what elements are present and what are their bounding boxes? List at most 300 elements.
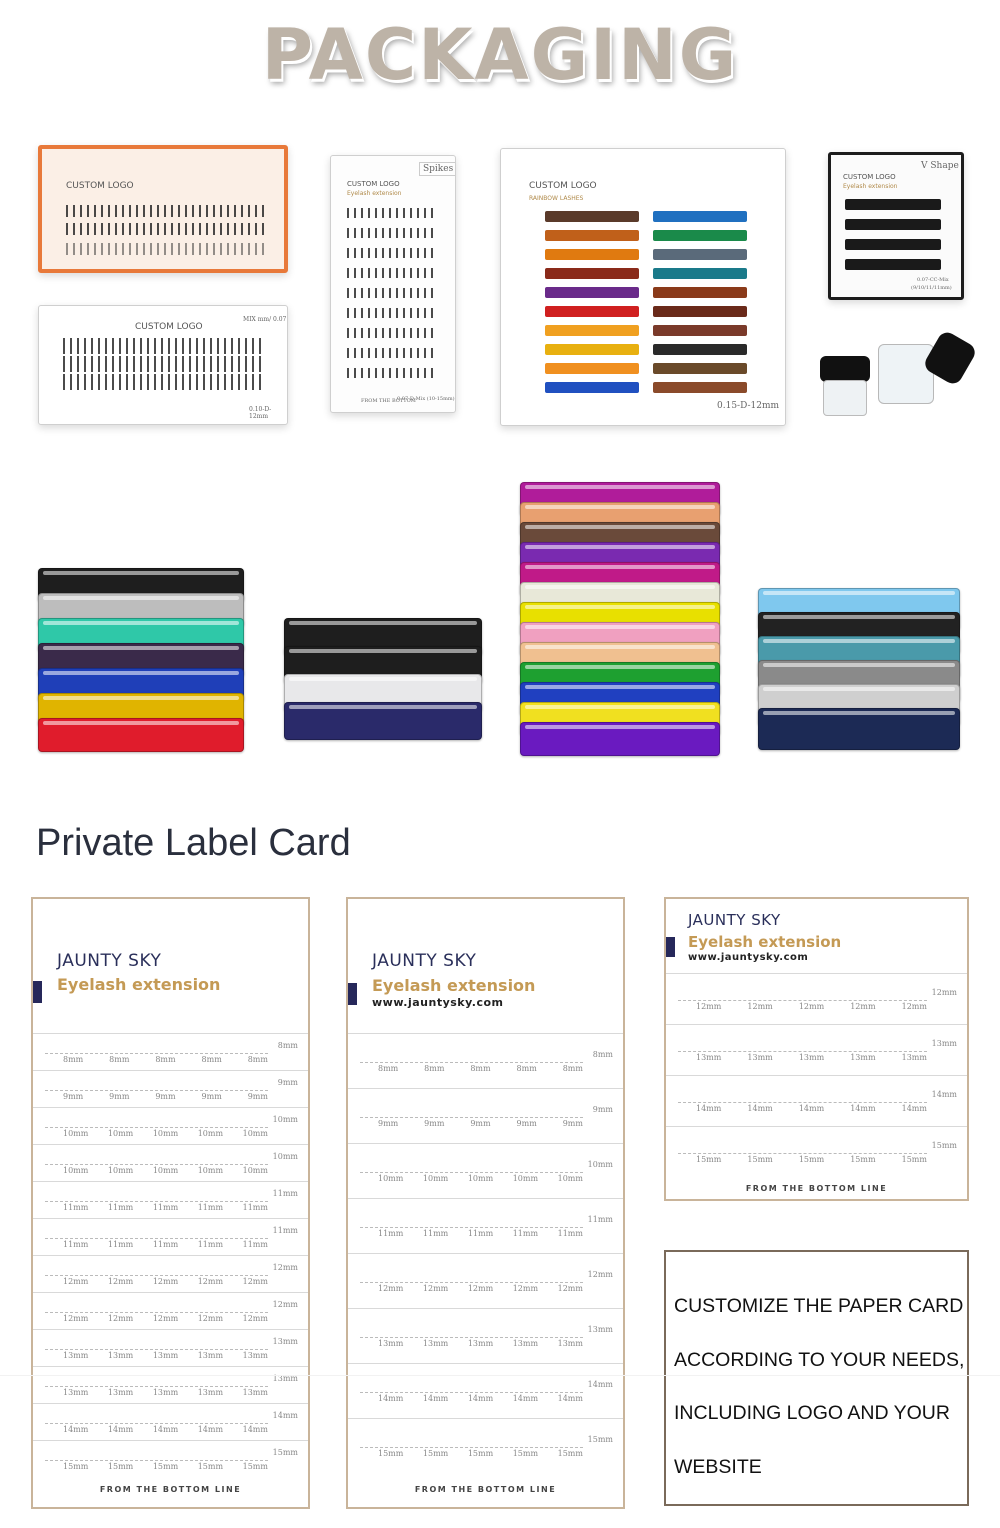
length-cell: 8mm (247, 1055, 268, 1064)
brand-mark (348, 983, 357, 1005)
length-cell: 12mm (242, 1277, 268, 1286)
cut-line (678, 1000, 927, 1001)
length-cells (63, 1129, 268, 1138)
lash-row (845, 199, 941, 210)
length-cell: 11mm (152, 1240, 179, 1249)
length-cell: 14mm (696, 1104, 722, 1113)
length-row (348, 1363, 623, 1418)
length-cell: 9mm (109, 1092, 130, 1101)
length-cell: 12mm (107, 1277, 134, 1286)
lash-row (653, 325, 747, 336)
length-cell: 14mm (63, 1425, 89, 1434)
length-cell: 13mm (242, 1388, 268, 1397)
length-cell: 14mm (197, 1425, 224, 1434)
lash-row (63, 356, 263, 372)
length-row (33, 1403, 308, 1440)
length-cell: 14mm (850, 1104, 876, 1113)
lash-case (38, 718, 244, 752)
tray-footer: FROM THE BOTTOM (361, 398, 416, 404)
section-title: Private Label Card (36, 822, 351, 864)
length-cells (63, 1055, 268, 1064)
length-cells (696, 1104, 927, 1113)
length-row (33, 1144, 308, 1181)
case-stack-1 (38, 568, 244, 774)
length-cell: 15mm (378, 1449, 404, 1458)
length-row (33, 1329, 308, 1366)
tray-sub-label: Eyelash extension (843, 183, 898, 190)
cut-line (360, 1392, 583, 1393)
length-row (33, 1366, 308, 1403)
length-row (666, 1126, 967, 1177)
length-cell: 12mm (901, 1002, 927, 1011)
length-cells (378, 1394, 583, 1403)
row-length-label: 13mm (272, 1337, 298, 1346)
length-cell: 12mm (107, 1314, 134, 1323)
length-cell: 15mm (747, 1155, 773, 1164)
length-cell: 10mm (107, 1129, 134, 1138)
customize-line: ACCORDING TO YOUR NEEDS, (674, 1348, 965, 1371)
length-cell: 13mm (850, 1053, 876, 1062)
length-cell: 12mm (63, 1314, 89, 1323)
tray-logo-label: CUSTOM LOGO (135, 322, 203, 332)
cut-line (678, 1153, 927, 1154)
length-cell: 9mm (424, 1119, 445, 1128)
lash-row (347, 248, 437, 258)
length-cell: 9mm (247, 1092, 268, 1101)
length-cell: 13mm (901, 1053, 927, 1062)
length-cell: 9mm (63, 1092, 84, 1101)
length-cell: 11mm (467, 1229, 494, 1238)
row-length-label: 9mm (277, 1078, 298, 1087)
lash-row (545, 363, 639, 374)
length-row (348, 1088, 623, 1143)
row-length-label: 13mm (931, 1039, 957, 1048)
card-footer: FROM THE BOTTOM LINE (99, 1485, 242, 1494)
vshape-tray (828, 152, 964, 300)
cut-line (360, 1062, 583, 1063)
tray-spec-label: 0.07-D-Mix (10-15mm) (397, 396, 455, 402)
length-cells (378, 1119, 583, 1128)
length-cell: 13mm (197, 1388, 224, 1397)
length-cell: 10mm (512, 1174, 539, 1183)
tray-spec-label: 0.07-CC-Mix (917, 277, 949, 283)
length-cell: 12mm (850, 1002, 876, 1011)
cut-line (678, 1102, 927, 1103)
length-cell: 8mm (424, 1064, 445, 1073)
divider (0, 1375, 1000, 1376)
row-length-label: 12mm (931, 988, 957, 997)
length-cells (63, 1203, 268, 1212)
lash-row (347, 328, 437, 338)
length-cell: 8mm (109, 1055, 130, 1064)
length-cell: 13mm (107, 1388, 134, 1397)
lash-row (653, 287, 747, 298)
lash-row (545, 325, 639, 336)
length-cell: 15mm (798, 1155, 825, 1164)
cut-line (45, 1127, 268, 1128)
length-cell: 14mm (798, 1104, 825, 1113)
length-cell: 13mm (107, 1351, 134, 1360)
length-cells (378, 1449, 583, 1458)
length-row (33, 1070, 308, 1107)
lash-row (653, 344, 747, 355)
lash-row (845, 259, 941, 270)
length-cell: 10mm (197, 1166, 224, 1175)
lash-row (545, 230, 639, 241)
lash-row (347, 268, 437, 278)
product-name: Eyelash extension (57, 975, 221, 994)
cut-line (45, 1201, 268, 1202)
length-cell: 9mm (562, 1119, 583, 1128)
length-cell: 13mm (512, 1339, 539, 1348)
length-cell: 12mm (197, 1314, 224, 1323)
customize-line: CUSTOMIZE THE PAPER CARD (674, 1295, 964, 1317)
length-cell: 9mm (378, 1119, 399, 1128)
length-cell: 12mm (378, 1284, 404, 1293)
cut-line (45, 1423, 268, 1424)
lash-row (66, 223, 266, 235)
length-row (33, 1218, 308, 1255)
length-cell: 10mm (63, 1166, 89, 1175)
label-card-1 (31, 897, 310, 1509)
length-cell: 12mm (798, 1002, 825, 1011)
length-cell: 15mm (422, 1449, 449, 1458)
lash-row (653, 363, 747, 374)
length-cell: 11mm (197, 1240, 224, 1249)
length-cell: 13mm (467, 1339, 494, 1348)
lash-row (347, 228, 437, 238)
length-cell: 15mm (850, 1155, 876, 1164)
row-length-label: 15mm (587, 1435, 613, 1444)
length-cell: 13mm (152, 1351, 179, 1360)
length-cell: 12mm (747, 1002, 773, 1011)
length-cell: 12mm (512, 1284, 539, 1293)
row-length-label: 15mm (272, 1448, 298, 1457)
length-cell: 10mm (422, 1174, 449, 1183)
length-cell: 8mm (516, 1064, 537, 1073)
length-cell: 13mm (422, 1339, 449, 1348)
length-cell: 10mm (107, 1166, 134, 1175)
brand-mark (666, 937, 675, 957)
customize-line: WEBSITE (674, 1455, 762, 1478)
length-cell: 12mm (696, 1002, 722, 1011)
cut-line (360, 1282, 583, 1283)
tray-spec-label: (9/10/11/11mm) (911, 285, 952, 291)
tray-spec-label: 0.10-D-12mm (249, 406, 272, 420)
cut-line (360, 1337, 583, 1338)
tray-sub-label: Eyelash extension (347, 190, 402, 197)
tray-logo-label: CUSTOM LOGO (843, 173, 896, 181)
lash-row (545, 268, 639, 279)
cut-line (45, 1053, 268, 1054)
row-length-label: 11mm (587, 1215, 613, 1224)
length-cells (378, 1229, 583, 1238)
cut-line (45, 1460, 268, 1461)
lash-row (653, 306, 747, 317)
product-name: Eyelash extension (688, 933, 842, 951)
length-cell: 12mm (152, 1277, 179, 1286)
length-cell: 15mm (557, 1449, 583, 1458)
length-cell: 15mm (696, 1155, 722, 1164)
length-cell: 15mm (107, 1462, 134, 1471)
page-title: PACKAGING (261, 14, 739, 96)
cut-line (360, 1117, 583, 1118)
length-cell: 10mm (467, 1174, 494, 1183)
length-row (33, 1255, 308, 1292)
length-cells (63, 1166, 268, 1175)
tray-sub-label: RAINBOW LASHES (529, 195, 584, 202)
tray-tag: Spikes (419, 162, 456, 176)
lash-row (66, 205, 266, 217)
length-cell: 10mm (378, 1174, 404, 1183)
lash-row (347, 368, 437, 378)
case-stack-2 (284, 618, 482, 770)
length-cell: 10mm (197, 1129, 224, 1138)
length-cell: 11mm (557, 1229, 583, 1238)
length-cell: 9mm (155, 1092, 176, 1101)
lash-row (66, 243, 266, 255)
length-row (666, 1075, 967, 1126)
length-cell: 14mm (467, 1394, 494, 1403)
row-length-label: 14mm (931, 1090, 957, 1099)
website-url: www.jauntysky.com (372, 996, 504, 1009)
row-length-label: 14mm (587, 1380, 613, 1389)
row-length-label: 11mm (272, 1189, 298, 1198)
length-cell: 14mm (242, 1425, 268, 1434)
length-cells (378, 1064, 583, 1073)
length-cell: 8mm (378, 1064, 399, 1073)
length-cell: 8mm (562, 1064, 583, 1073)
cut-line (45, 1090, 268, 1091)
length-cells (63, 1314, 268, 1323)
row-length-label: 14mm (272, 1411, 298, 1420)
length-cell: 8mm (155, 1055, 176, 1064)
lash-row (545, 306, 639, 317)
length-cell: 11mm (512, 1229, 539, 1238)
length-cell: 13mm (63, 1351, 89, 1360)
length-cell: 11mm (107, 1240, 134, 1249)
length-cell: 15mm (242, 1462, 268, 1471)
length-row (348, 1418, 623, 1473)
case-stack-3 (520, 482, 720, 772)
cut-line (45, 1275, 268, 1276)
lash-row (545, 287, 639, 298)
length-row (33, 1440, 308, 1477)
length-cell: 12mm (557, 1284, 583, 1293)
row-length-label: 13mm (587, 1325, 613, 1334)
brand-logo: JAUNTY SKY (372, 951, 477, 971)
cut-line (45, 1312, 268, 1313)
row-length-label: 10mm (272, 1115, 298, 1124)
length-cell: 9mm (470, 1119, 491, 1128)
row-length-label: 9mm (592, 1105, 613, 1114)
row-length-label: 11mm (272, 1226, 298, 1235)
length-cell: 14mm (557, 1394, 583, 1403)
case-stack-4 (758, 588, 960, 770)
tray-logo-label: CUSTOM LOGO (347, 180, 400, 188)
length-cell: 8mm (63, 1055, 84, 1064)
lash-case (758, 708, 960, 750)
length-cell: 11mm (152, 1203, 179, 1212)
lash-row (347, 208, 437, 218)
length-cell: 10mm (152, 1129, 179, 1138)
length-cell: 15mm (63, 1462, 89, 1471)
length-cell: 12mm (63, 1277, 89, 1286)
cut-line (360, 1227, 583, 1228)
length-cell: 9mm (516, 1119, 537, 1128)
length-cell: 15mm (901, 1155, 927, 1164)
row-length-label: 12mm (272, 1300, 298, 1309)
length-row (33, 1033, 308, 1070)
length-cell: 12mm (422, 1284, 449, 1293)
length-cell: 8mm (201, 1055, 222, 1064)
cut-line (360, 1172, 583, 1173)
length-cell: 11mm (422, 1229, 449, 1238)
cut-line (45, 1238, 268, 1239)
length-row (666, 973, 967, 1024)
lash-row (653, 268, 747, 279)
lash-row (545, 382, 639, 393)
length-cell: 15mm (152, 1462, 179, 1471)
length-cell: 10mm (242, 1166, 268, 1175)
cut-line (45, 1386, 268, 1387)
glue-jar-closed (820, 356, 870, 418)
length-cell: 13mm (63, 1388, 89, 1397)
length-cells (696, 1053, 927, 1062)
card-footer: FROM THE BOTTOM LINE (414, 1485, 557, 1494)
length-row (33, 1292, 308, 1329)
brand-mark (33, 981, 42, 1003)
length-cell: 10mm (557, 1174, 583, 1183)
length-cell: 15mm (512, 1449, 539, 1458)
length-cell: 11mm (197, 1203, 224, 1212)
length-cells (63, 1462, 268, 1471)
lash-row (845, 219, 941, 230)
row-length-label: 10mm (587, 1160, 613, 1169)
length-cell: 12mm (197, 1277, 224, 1286)
lash-row (545, 211, 639, 222)
length-cells (63, 1240, 268, 1249)
lash-row (545, 344, 639, 355)
cut-line (678, 1051, 927, 1052)
length-row (666, 1024, 967, 1075)
length-cell: 11mm (63, 1203, 89, 1212)
row-length-label: 12mm (587, 1270, 613, 1279)
length-cell: 11mm (107, 1203, 134, 1212)
length-cell: 8mm (470, 1064, 491, 1073)
length-cell: 14mm (378, 1394, 404, 1403)
tray-logo-label: CUSTOM LOGO (529, 181, 597, 191)
length-cell: 13mm (378, 1339, 404, 1348)
lash-row (845, 239, 941, 250)
length-cell: 14mm (107, 1425, 134, 1434)
cut-line (45, 1349, 268, 1350)
length-cells (378, 1174, 583, 1183)
lash-row (653, 382, 747, 393)
length-row (348, 1198, 623, 1253)
card-footer: FROM THE BOTTOM LINE (745, 1184, 888, 1193)
length-cells (696, 1155, 927, 1164)
length-row (348, 1253, 623, 1308)
lash-case (284, 702, 482, 740)
length-cell: 11mm (242, 1240, 268, 1249)
length-cell: 13mm (152, 1388, 179, 1397)
length-cells (378, 1339, 583, 1348)
customize-note (664, 1250, 969, 1506)
tray-tag: V Shape (921, 161, 959, 171)
length-cells (63, 1092, 268, 1101)
length-row (33, 1181, 308, 1218)
length-cell: 12mm (242, 1314, 268, 1323)
row-length-label: 8mm (277, 1041, 298, 1050)
length-cell: 14mm (152, 1425, 179, 1434)
length-cell: 11mm (242, 1203, 268, 1212)
lash-row (545, 249, 639, 260)
lash-row (63, 374, 263, 390)
length-cell: 13mm (557, 1339, 583, 1348)
brand-logo: JAUNTY SKY (57, 951, 162, 971)
length-cell: 15mm (467, 1449, 494, 1458)
row-length-label: 10mm (272, 1152, 298, 1161)
lash-row (653, 249, 747, 260)
lash-row (653, 230, 747, 241)
length-cell: 13mm (242, 1351, 268, 1360)
lash-row (347, 308, 437, 318)
length-cell: 15mm (197, 1462, 224, 1471)
length-cell: 12mm (467, 1284, 494, 1293)
lash-row (653, 211, 747, 222)
length-cell: 13mm (798, 1053, 825, 1062)
row-length-label: 13mm (272, 1374, 298, 1383)
length-cell: 11mm (63, 1240, 89, 1249)
length-cells (696, 1002, 927, 1011)
length-cells (63, 1351, 268, 1360)
length-cell: 10mm (63, 1129, 89, 1138)
length-cell: 14mm (747, 1104, 773, 1113)
cut-line (360, 1447, 583, 1448)
tray-spec-label: 0.15-D-12mm (717, 401, 780, 411)
length-row (348, 1308, 623, 1363)
length-row (33, 1107, 308, 1144)
customize-line: INCLUDING LOGO AND YOUR (674, 1402, 950, 1424)
website-url: www.jauntysky.com (688, 952, 809, 963)
rainbow-tray (500, 148, 786, 426)
length-cells (63, 1277, 268, 1286)
length-cell: 14mm (901, 1104, 927, 1113)
length-cell: 13mm (197, 1351, 224, 1360)
length-cell: 13mm (696, 1053, 722, 1062)
glue-jar-open (878, 336, 974, 406)
lash-case (520, 722, 720, 756)
cut-line (45, 1164, 268, 1165)
length-cells (63, 1425, 268, 1434)
white-cluster-tray (38, 305, 288, 425)
row-length-label: 15mm (931, 1141, 957, 1150)
length-row (348, 1033, 623, 1088)
length-cells (378, 1284, 583, 1293)
label-card-3 (664, 897, 969, 1201)
product-name: Eyelash extension (372, 976, 536, 995)
spikes-tray (330, 155, 456, 413)
label-card-2 (346, 897, 625, 1509)
tray-logo-label: CUSTOM LOGO (66, 181, 134, 191)
length-cell: 14mm (512, 1394, 539, 1403)
length-cell: 14mm (422, 1394, 449, 1403)
length-cell: 10mm (152, 1166, 179, 1175)
length-row (348, 1143, 623, 1198)
length-cell: 10mm (242, 1129, 268, 1138)
length-cell: 12mm (152, 1314, 179, 1323)
